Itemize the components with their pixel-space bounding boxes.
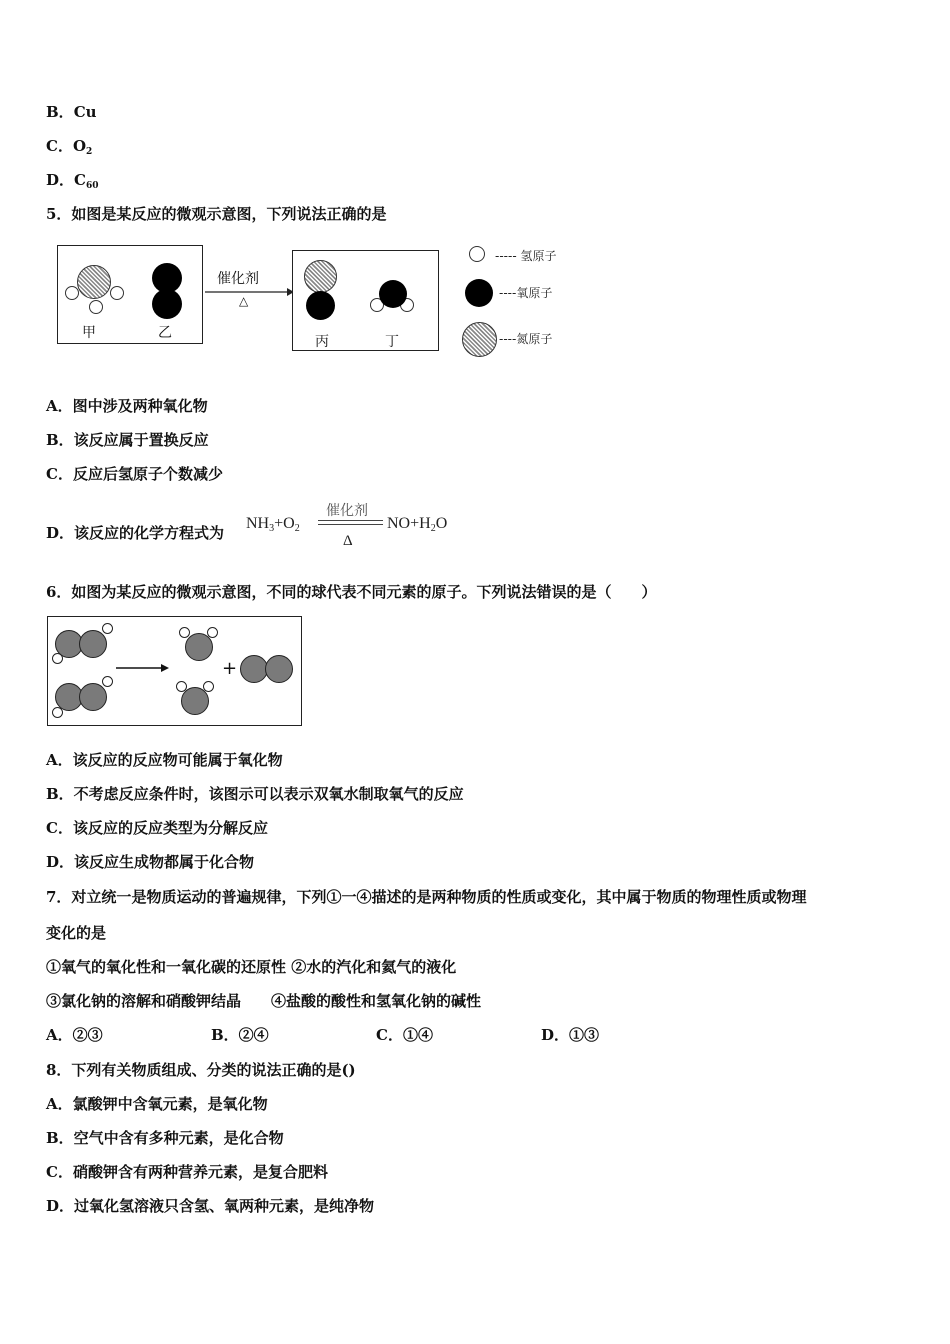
q7-stem-line1: 7．对立统一是物质运动的普遍规律，下列①一④描述的是两种物质的性质或变化，其中属于物质的物理性质或物理 bbox=[46, 888, 807, 906]
legend-hydrogen-text: ----- 氢原子 bbox=[495, 249, 557, 263]
product-box bbox=[292, 250, 439, 351]
legend-nitrogen-icon bbox=[462, 322, 497, 357]
oxygen-atom bbox=[379, 280, 407, 308]
small-atom bbox=[207, 627, 218, 638]
q6-stem: 6．如图为某反应的微观示意图，不同的球代表不同元素的原子。下列说法错误的是（ ） bbox=[46, 583, 657, 601]
equation-heat: Δ bbox=[343, 533, 353, 549]
small-atom bbox=[176, 681, 187, 692]
hydrogen-atom bbox=[65, 286, 79, 300]
arrow-catalyst: 催化剂 bbox=[217, 271, 259, 287]
nitrogen-atom bbox=[77, 265, 111, 299]
q7-items-line2: ③氯化钠的溶解和硝酸钾结晶 ④盐酸的酸性和氢氧化钠的碱性 bbox=[46, 992, 482, 1010]
small-atom bbox=[52, 653, 63, 664]
q7-items-line1: ①氧气的氧化性和一氧化碳的还原性 ②水的汽化和氦气的液化 bbox=[46, 958, 457, 976]
q6-option-a: A．该反应的反应物可能属于氧化物 bbox=[46, 751, 283, 769]
legend-hydrogen-icon bbox=[469, 246, 485, 262]
q7-option-b: B．②④ bbox=[211, 1026, 269, 1044]
q6-diagram bbox=[47, 616, 302, 726]
gray-atom bbox=[265, 655, 293, 683]
small-atom bbox=[102, 623, 113, 634]
equation-line-bottom bbox=[318, 524, 383, 525]
q5-option-b: B．该反应属于置换反应 bbox=[46, 431, 209, 449]
nitrogen-atom bbox=[304, 260, 337, 293]
q5-option-c: C．反应后氢原子个数减少 bbox=[46, 465, 223, 483]
option-b-cu: B．Cu bbox=[46, 103, 97, 121]
equation-left: $NH_3+O_2$ bbox=[246, 515, 300, 534]
reaction-arrow-icon bbox=[205, 286, 295, 298]
q7-option-c: C．①④ bbox=[376, 1026, 433, 1044]
q8-stem: 8．下列有关物质组成、分类的说法正确的是() bbox=[46, 1061, 356, 1079]
gray-atom bbox=[79, 683, 107, 711]
q6-option-b: B．不考虑反应条件时，该图示可以表示双氧水制取氧气的反应 bbox=[46, 785, 464, 803]
q6-option-c: C．该反应的反应类型为分解反应 bbox=[46, 819, 268, 837]
q8-option-c: C．硝酸钾含有两种营养元素，是复合肥料 bbox=[46, 1163, 328, 1181]
option-d-c60: D．$C_{60}$ bbox=[46, 171, 99, 191]
small-atom bbox=[203, 681, 214, 692]
gray-atom bbox=[79, 630, 107, 658]
small-atom bbox=[102, 676, 113, 687]
q8-option-a: A．氯酸钾中含氧元素，是氧化物 bbox=[46, 1095, 268, 1113]
product-label-ding: 丁 bbox=[385, 334, 399, 350]
reactant-label-jia: 甲 bbox=[82, 325, 96, 341]
oxygen-atom bbox=[306, 291, 335, 320]
arrow-heat: △ bbox=[239, 294, 249, 308]
legend-oxygen-text: ----氧原子 bbox=[499, 286, 553, 300]
q6-option-d: D．该反应生成物都属于化合物 bbox=[46, 853, 255, 871]
gray-atom bbox=[240, 655, 268, 683]
hydrogen-atom bbox=[110, 286, 124, 300]
q7-option-d: D．①③ bbox=[541, 1026, 600, 1044]
q5-stem: 5．如图是某反应的微观示意图，下列说法正确的是 bbox=[46, 205, 387, 223]
legend-nitrogen-text: ----氮原子 bbox=[499, 332, 553, 346]
q5-option-d: D．该反应的化学方程式为 bbox=[46, 524, 225, 542]
reactant-label-yi: 乙 bbox=[158, 325, 172, 341]
equation-catalyst: 催化剂 bbox=[326, 504, 368, 519]
q7-stem-line2: 变化的是 bbox=[46, 924, 107, 942]
oxygen-atom bbox=[152, 289, 182, 319]
q8-option-d: D．过氧化氢溶液只含氢、氧两种元素，是纯净物 bbox=[46, 1197, 375, 1215]
reaction-arrow-icon bbox=[116, 662, 170, 674]
equation-right: $NO+H_2O$ bbox=[387, 515, 448, 534]
option-c-o2: C．$O_2$ bbox=[46, 137, 93, 157]
plus-sign: + bbox=[222, 658, 238, 679]
equation-line-top bbox=[318, 520, 383, 521]
small-atom bbox=[179, 627, 190, 638]
product-label-bing: 丙 bbox=[315, 334, 329, 350]
legend-oxygen-icon bbox=[465, 279, 493, 307]
q5-option-a: A．图中涉及两种氧化物 bbox=[46, 397, 208, 415]
reactant-box bbox=[57, 245, 203, 344]
small-atom bbox=[52, 707, 63, 718]
q7-option-a: A．②③ bbox=[46, 1026, 103, 1044]
q8-option-b: B．空气中含有多种元素，是化合物 bbox=[46, 1129, 284, 1147]
hydrogen-atom bbox=[89, 300, 103, 314]
